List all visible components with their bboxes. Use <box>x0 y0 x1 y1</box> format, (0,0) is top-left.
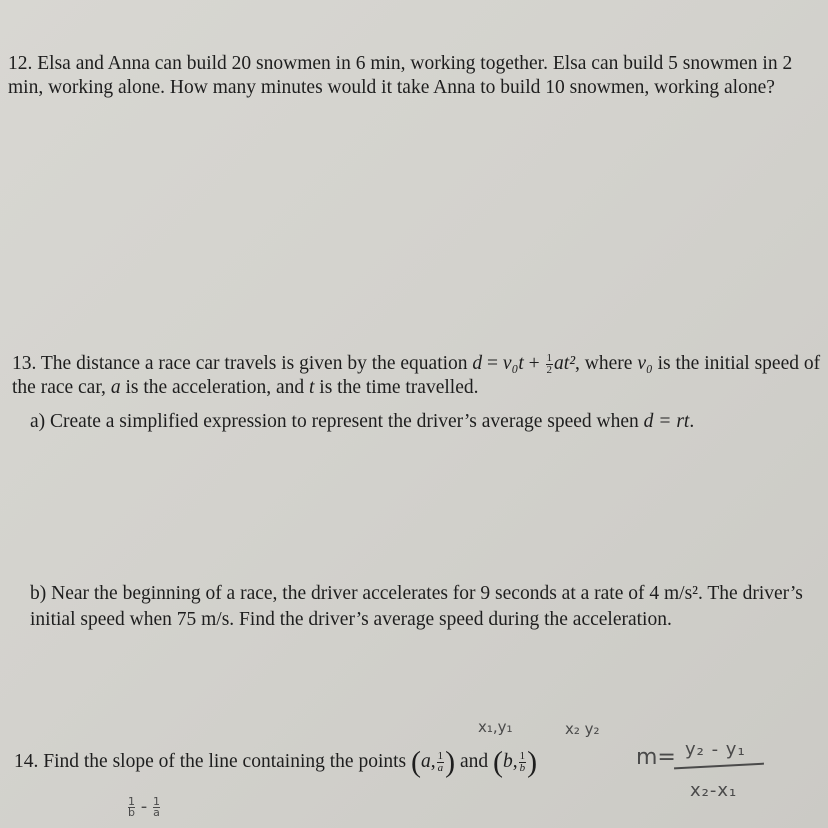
intro-text: is the time travelled. <box>314 377 479 399</box>
intro-text: 13. The distance a race car travels is given by the equation <box>12 353 473 374</box>
question-12 <box>8 52 822 100</box>
part-a-period: . <box>689 411 695 432</box>
var-d: d <box>472 353 483 374</box>
part-a-text: a) Create a simplified expression to represent the driver’s average speed when <box>30 411 644 432</box>
question-14-text: 14. Find the slope of the line containing the points <box>14 751 411 772</box>
handwritten-fraction-1-over-a <box>152 794 160 819</box>
fraction-numerator: 1 <box>437 750 444 763</box>
question-13 <box>8 352 822 400</box>
handwritten-numerator: 1 <box>128 794 135 808</box>
point1-x: a <box>421 751 431 772</box>
paren-close: ) <box>445 745 456 779</box>
handwritten-minus: - <box>140 796 148 817</box>
question-13-intro <box>8 352 822 400</box>
var-t: t <box>308 377 315 399</box>
fraction-half <box>546 353 554 376</box>
point2-y-fraction <box>519 751 527 774</box>
handwritten-slope-numerator: y₂ - y₁ <box>685 739 746 760</box>
term-at2: at² <box>554 353 576 374</box>
question-14: 14. Find the slope of the line containing the points (a, $\frac{1}{a}$ ) and (b, $\frac{1}{b}$ ) <box>14 745 538 779</box>
intro-text: , where <box>575 353 638 374</box>
intro-text: is the initial speed of the race car, <box>12 353 821 399</box>
part-a-equation: d = rt <box>643 411 690 432</box>
handwritten-fraction-1-over-b <box>128 794 135 819</box>
handwritten-denominator: a <box>153 805 160 819</box>
fraction-denominator: 2 <box>546 364 553 377</box>
handwritten-slope-m: m= <box>636 745 676 770</box>
handwritten-work <box>128 796 160 818</box>
intro-text: is the acceleration, and <box>120 377 309 399</box>
fraction-denominator: a <box>437 762 444 775</box>
handwritten-x1y1-label: x₁,y₁ <box>478 718 513 736</box>
var-a: a <box>110 377 121 399</box>
plus-sign: + <box>523 353 545 374</box>
fraction-numerator: 1 <box>546 352 553 365</box>
paren-open: ( <box>411 745 421 779</box>
handwritten-x2y2-label: x₂ y₂ <box>565 720 600 738</box>
equals-sign: = <box>482 353 503 374</box>
var-v0: v₀ <box>637 353 653 374</box>
question-13-part-a <box>30 410 822 434</box>
handwritten-slope-denominator: x₂-x₁ <box>690 780 738 801</box>
handwritten-fraction-bar <box>674 763 764 770</box>
handwritten-denominator: b <box>128 805 135 819</box>
fraction-numerator: 1 <box>519 750 526 763</box>
and-text: and <box>455 751 494 772</box>
point1-y-fraction <box>437 751 445 774</box>
term-v0t: v₀t <box>502 353 524 374</box>
paren-open: ( <box>493 745 504 779</box>
handwritten-numerator: 1 <box>152 794 160 808</box>
fraction-denominator: b <box>519 762 526 775</box>
point2-x: b <box>503 751 513 772</box>
question-13-part-b: b) Near the beginning of a race, the driver accelerates for 9 seconds at a rate of 4 m/s². The driver’s initial speed when 75 m/s. Find the driver’s average speed during the acceleration. <box>30 583 803 630</box>
paren-close: ) <box>527 745 538 779</box>
question-12-text: 12. Elsa and Anna can build 20 snowmen in 6 min, working together. Elsa can build 5 snowmen in 2 min, working alone. How many minutes would it take Anna to build 10 snowmen, working alone? <box>8 53 793 98</box>
